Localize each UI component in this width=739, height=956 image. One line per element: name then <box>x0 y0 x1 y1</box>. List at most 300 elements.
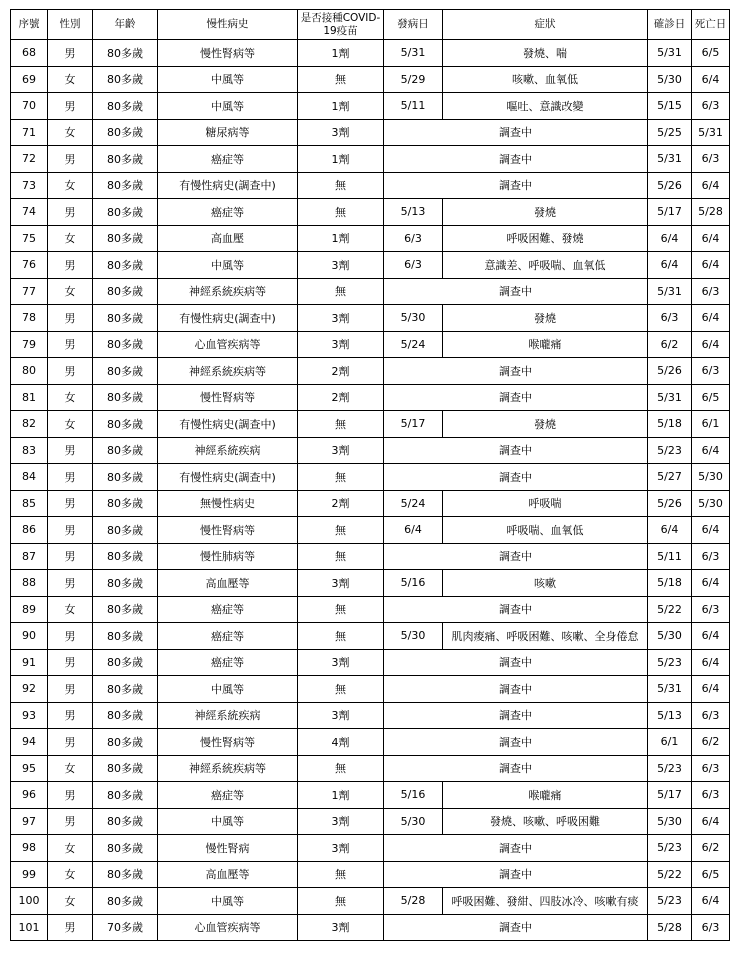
cell-gender: 女 <box>48 888 93 915</box>
cell-confirmed-date: 5/30 <box>648 66 692 93</box>
cell-onset-date: 5/30 <box>384 623 443 650</box>
cell-age: 80多歲 <box>93 40 158 67</box>
cell-vaccination: 無 <box>298 278 384 305</box>
cell-gender: 男 <box>48 649 93 676</box>
cell-death-date: 6/2 <box>692 729 730 756</box>
cell-death-date: 6/4 <box>692 649 730 676</box>
cell-serial: 85 <box>11 490 48 517</box>
cell-chronic-history: 中風等 <box>158 888 298 915</box>
cell-symptoms: 調查中 <box>384 384 648 411</box>
cell-serial: 92 <box>11 676 48 703</box>
cell-chronic-history: 癌症等 <box>158 146 298 173</box>
cell-gender: 男 <box>48 676 93 703</box>
cell-onset-date: 6/3 <box>384 252 443 279</box>
cell-gender: 男 <box>48 252 93 279</box>
cell-death-date: 6/4 <box>692 437 730 464</box>
cell-chronic-history: 中風等 <box>158 66 298 93</box>
cell-confirmed-date: 5/25 <box>648 119 692 146</box>
cell-age: 80多歲 <box>93 861 158 888</box>
cell-chronic-history: 中風等 <box>158 676 298 703</box>
cell-vaccination: 無 <box>298 199 384 226</box>
cell-death-date: 6/3 <box>692 358 730 385</box>
cell-death-date: 6/3 <box>692 596 730 623</box>
cell-confirmed-date: 5/17 <box>648 782 692 809</box>
table-row <box>11 835 730 862</box>
cell-confirmed-date: 6/3 <box>648 305 692 332</box>
cell-death-date: 6/4 <box>692 172 730 199</box>
cell-symptoms: 調查中 <box>384 676 648 703</box>
cell-death-date: 6/5 <box>692 384 730 411</box>
cell-age: 80多歲 <box>93 278 158 305</box>
cell-confirmed-date: 6/1 <box>648 729 692 756</box>
cell-confirmed-date: 5/26 <box>648 358 692 385</box>
cell-symptoms: 嘔吐、意識改變 <box>443 93 648 120</box>
cell-vaccination: 3劑 <box>298 437 384 464</box>
table-row <box>11 755 730 782</box>
table-row <box>11 411 730 438</box>
cell-serial: 78 <box>11 305 48 332</box>
cell-symptoms: 調查中 <box>384 861 648 888</box>
cell-confirmed-date: 5/27 <box>648 464 692 491</box>
table-row <box>11 464 730 491</box>
cell-chronic-history: 慢性肺病等 <box>158 543 298 570</box>
cell-gender: 男 <box>48 570 93 597</box>
cell-symptoms: 調查中 <box>384 596 648 623</box>
cell-death-date: 6/3 <box>692 782 730 809</box>
cell-age: 80多歲 <box>93 596 158 623</box>
cell-confirmed-date: 5/30 <box>648 623 692 650</box>
cell-age: 80多歲 <box>93 570 158 597</box>
cell-gender: 男 <box>48 490 93 517</box>
cell-serial: 69 <box>11 66 48 93</box>
cell-gender: 女 <box>48 225 93 252</box>
cell-symptoms: 調查中 <box>384 119 648 146</box>
cell-serial: 99 <box>11 861 48 888</box>
cell-confirmed-date: 5/31 <box>648 40 692 67</box>
cell-death-date: 6/2 <box>692 835 730 862</box>
cell-age: 80多歲 <box>93 835 158 862</box>
cell-confirmed-date: 5/30 <box>648 808 692 835</box>
cell-gender: 男 <box>48 517 93 544</box>
cell-gender: 男 <box>48 331 93 358</box>
cell-onset-date: 5/28 <box>384 888 443 915</box>
cell-vaccination: 3劑 <box>298 835 384 862</box>
cell-age: 80多歲 <box>93 543 158 570</box>
table-body <box>11 40 730 941</box>
cell-age: 80多歲 <box>93 119 158 146</box>
table-row <box>11 66 730 93</box>
cell-serial: 100 <box>11 888 48 915</box>
cell-vaccination: 4劑 <box>298 729 384 756</box>
header-symptoms: 症狀 <box>443 10 648 40</box>
cell-symptoms: 調查中 <box>384 358 648 385</box>
table-row <box>11 570 730 597</box>
cell-chronic-history: 有慢性病史(調查中) <box>158 411 298 438</box>
cell-gender: 女 <box>48 384 93 411</box>
cell-age: 80多歲 <box>93 146 158 173</box>
table-row <box>11 808 730 835</box>
cell-gender: 男 <box>48 702 93 729</box>
cell-serial: 72 <box>11 146 48 173</box>
cell-death-date: 6/3 <box>692 914 730 941</box>
table-row <box>11 93 730 120</box>
cell-serial: 88 <box>11 570 48 597</box>
cell-chronic-history: 有慢性病史(調查中) <box>158 172 298 199</box>
cell-vaccination: 1劑 <box>298 93 384 120</box>
cell-confirmed-date: 6/4 <box>648 517 692 544</box>
cell-age: 80多歲 <box>93 437 158 464</box>
header-serial: 序號 <box>11 10 48 40</box>
death-case-table <box>10 9 730 941</box>
cell-confirmed-date: 5/23 <box>648 888 692 915</box>
cell-serial: 70 <box>11 93 48 120</box>
cell-vaccination: 無 <box>298 596 384 623</box>
cell-death-date: 6/3 <box>692 543 730 570</box>
cell-age: 80多歲 <box>93 623 158 650</box>
cell-chronic-history: 癌症等 <box>158 623 298 650</box>
cell-chronic-history: 心血管疾病等 <box>158 914 298 941</box>
cell-age: 80多歲 <box>93 808 158 835</box>
cell-serial: 80 <box>11 358 48 385</box>
cell-age: 80多歲 <box>93 172 158 199</box>
table-header <box>11 10 730 40</box>
cell-death-date: 6/5 <box>692 861 730 888</box>
cell-confirmed-date: 5/15 <box>648 93 692 120</box>
cell-chronic-history: 心血管疾病等 <box>158 331 298 358</box>
table-row <box>11 782 730 809</box>
cell-gender: 男 <box>48 358 93 385</box>
cell-death-date: 6/3 <box>692 755 730 782</box>
cell-gender: 女 <box>48 66 93 93</box>
cell-symptoms: 調查中 <box>384 278 648 305</box>
table-row <box>11 623 730 650</box>
table-row <box>11 517 730 544</box>
table-row <box>11 384 730 411</box>
cell-serial: 84 <box>11 464 48 491</box>
cell-symptoms: 調查中 <box>384 702 648 729</box>
cell-serial: 86 <box>11 517 48 544</box>
cell-onset-date: 5/16 <box>384 782 443 809</box>
cell-confirmed-date: 6/2 <box>648 331 692 358</box>
cell-onset-date: 6/3 <box>384 225 443 252</box>
cell-chronic-history: 高血壓等 <box>158 861 298 888</box>
cell-symptoms: 調查中 <box>384 835 648 862</box>
cell-gender: 男 <box>48 914 93 941</box>
table-row <box>11 729 730 756</box>
cell-chronic-history: 慢性腎病等 <box>158 517 298 544</box>
cell-vaccination: 3劑 <box>298 702 384 729</box>
cell-serial: 81 <box>11 384 48 411</box>
cell-gender: 男 <box>48 623 93 650</box>
cell-chronic-history: 有慢性病史(調查中) <box>158 464 298 491</box>
cell-vaccination: 無 <box>298 543 384 570</box>
cell-gender: 女 <box>48 411 93 438</box>
cell-chronic-history: 癌症等 <box>158 199 298 226</box>
cell-symptoms: 發燒、咳嗽、呼吸困難 <box>443 808 648 835</box>
cell-symptoms: 調查中 <box>384 437 648 464</box>
cell-confirmed-date: 6/4 <box>648 252 692 279</box>
cell-serial: 87 <box>11 543 48 570</box>
cell-symptoms: 呼吸喘、血氧低 <box>443 517 648 544</box>
cell-gender: 女 <box>48 861 93 888</box>
cell-serial: 89 <box>11 596 48 623</box>
cell-death-date: 6/4 <box>692 517 730 544</box>
cell-chronic-history: 神經系統疾病等 <box>158 278 298 305</box>
table-row <box>11 596 730 623</box>
cell-symptoms: 調查中 <box>384 543 648 570</box>
table-row <box>11 225 730 252</box>
table-row <box>11 252 730 279</box>
cell-confirmed-date: 5/13 <box>648 702 692 729</box>
cell-gender: 男 <box>48 40 93 67</box>
cell-vaccination: 無 <box>298 676 384 703</box>
cell-age: 80多歲 <box>93 331 158 358</box>
header-confirmed-date: 確診日 <box>648 10 692 40</box>
header-gender: 性別 <box>48 10 93 40</box>
cell-chronic-history: 癌症等 <box>158 649 298 676</box>
cell-chronic-history: 中風等 <box>158 252 298 279</box>
cell-vaccination: 2劑 <box>298 384 384 411</box>
cell-serial: 98 <box>11 835 48 862</box>
cell-symptoms: 呼吸困難、發紺、四肢冰冷、咳嗽有痰 <box>443 888 648 915</box>
table-row <box>11 146 730 173</box>
cell-death-date: 5/30 <box>692 464 730 491</box>
cell-vaccination: 1劑 <box>298 782 384 809</box>
cell-serial: 76 <box>11 252 48 279</box>
cell-death-date: 6/4 <box>692 305 730 332</box>
cell-symptoms: 調查中 <box>384 755 648 782</box>
table-row <box>11 40 730 67</box>
cell-symptoms: 調查中 <box>384 464 648 491</box>
cell-confirmed-date: 5/31 <box>648 676 692 703</box>
cell-chronic-history: 中風等 <box>158 93 298 120</box>
cell-gender: 女 <box>48 596 93 623</box>
cell-confirmed-date: 5/26 <box>648 490 692 517</box>
cell-serial: 77 <box>11 278 48 305</box>
table-row <box>11 543 730 570</box>
cell-serial: 74 <box>11 199 48 226</box>
cell-confirmed-date: 5/31 <box>648 146 692 173</box>
cell-chronic-history: 糖尿病等 <box>158 119 298 146</box>
cell-onset-date: 6/4 <box>384 517 443 544</box>
cell-symptoms: 調查中 <box>384 146 648 173</box>
cell-gender: 男 <box>48 199 93 226</box>
cell-death-date: 6/4 <box>692 66 730 93</box>
cell-symptoms: 呼吸困難、發燒 <box>443 225 648 252</box>
cell-chronic-history: 慢性腎病等 <box>158 729 298 756</box>
cell-age: 80多歲 <box>93 66 158 93</box>
cell-chronic-history: 高血壓等 <box>158 570 298 597</box>
table-row <box>11 199 730 226</box>
cell-chronic-history: 神經系統疾病等 <box>158 755 298 782</box>
cell-symptoms: 發燒、喘 <box>443 40 648 67</box>
cell-symptoms: 咳嗽 <box>443 570 648 597</box>
cell-onset-date: 5/30 <box>384 305 443 332</box>
cell-symptoms: 調查中 <box>384 649 648 676</box>
header-death-date: 死亡日 <box>692 10 730 40</box>
cell-chronic-history: 中風等 <box>158 808 298 835</box>
cell-death-date: 6/3 <box>692 278 730 305</box>
cell-vaccination: 無 <box>298 888 384 915</box>
cell-confirmed-date: 5/22 <box>648 861 692 888</box>
header-onset-date: 發病日 <box>384 10 443 40</box>
cell-vaccination: 2劑 <box>298 490 384 517</box>
cell-age: 80多歲 <box>93 490 158 517</box>
cell-gender: 男 <box>48 305 93 332</box>
cell-vaccination: 無 <box>298 861 384 888</box>
cell-age: 80多歲 <box>93 225 158 252</box>
cell-vaccination: 無 <box>298 464 384 491</box>
cell-vaccination: 無 <box>298 623 384 650</box>
cell-onset-date: 5/24 <box>384 490 443 517</box>
cell-vaccination: 無 <box>298 411 384 438</box>
table-row <box>11 278 730 305</box>
cell-chronic-history: 無慢性病史 <box>158 490 298 517</box>
cell-onset-date: 5/31 <box>384 40 443 67</box>
cell-chronic-history: 有慢性病史(調查中) <box>158 305 298 332</box>
cell-vaccination: 3劑 <box>298 914 384 941</box>
cell-vaccination: 1劑 <box>298 40 384 67</box>
cell-confirmed-date: 5/22 <box>648 596 692 623</box>
cell-age: 80多歲 <box>93 464 158 491</box>
cell-death-date: 6/3 <box>692 146 730 173</box>
cell-gender: 女 <box>48 835 93 862</box>
cell-serial: 83 <box>11 437 48 464</box>
cell-serial: 95 <box>11 755 48 782</box>
cell-age: 80多歲 <box>93 411 158 438</box>
cell-onset-date: 5/30 <box>384 808 443 835</box>
cell-confirmed-date: 5/11 <box>648 543 692 570</box>
cell-gender: 男 <box>48 808 93 835</box>
cell-symptoms: 喉嚨痛 <box>443 331 648 358</box>
cell-death-date: 6/4 <box>692 676 730 703</box>
cell-gender: 男 <box>48 93 93 120</box>
cell-death-date: 5/30 <box>692 490 730 517</box>
cell-death-date: 6/4 <box>692 225 730 252</box>
cell-serial: 82 <box>11 411 48 438</box>
cell-gender: 女 <box>48 755 93 782</box>
cell-death-date: 6/3 <box>692 93 730 120</box>
cell-gender: 男 <box>48 729 93 756</box>
cell-age: 80多歲 <box>93 782 158 809</box>
header-row <box>11 10 730 40</box>
cell-serial: 93 <box>11 702 48 729</box>
table-row <box>11 172 730 199</box>
cell-death-date: 6/4 <box>692 808 730 835</box>
cell-onset-date: 5/16 <box>384 570 443 597</box>
cell-age: 80多歲 <box>93 676 158 703</box>
cell-symptoms: 喉嚨痛 <box>443 782 648 809</box>
cell-gender: 女 <box>48 119 93 146</box>
cell-vaccination: 1劑 <box>298 225 384 252</box>
cell-vaccination: 無 <box>298 172 384 199</box>
cell-symptoms: 意識差、呼吸喘、血氧低 <box>443 252 648 279</box>
cell-gender: 女 <box>48 172 93 199</box>
cell-confirmed-date: 5/31 <box>648 278 692 305</box>
cell-death-date: 6/3 <box>692 702 730 729</box>
cell-death-date: 6/5 <box>692 40 730 67</box>
cell-confirmed-date: 5/18 <box>648 411 692 438</box>
cell-gender: 男 <box>48 437 93 464</box>
cell-vaccination: 無 <box>298 66 384 93</box>
cell-age: 80多歲 <box>93 199 158 226</box>
cell-onset-date: 5/11 <box>384 93 443 120</box>
cell-confirmed-date: 6/4 <box>648 225 692 252</box>
cell-chronic-history: 神經系統疾病 <box>158 702 298 729</box>
cell-death-date: 6/4 <box>692 623 730 650</box>
cell-confirmed-date: 5/23 <box>648 649 692 676</box>
header-vaccination: 是否接種COVID-19疫苗 <box>298 10 384 40</box>
cell-death-date: 5/28 <box>692 199 730 226</box>
cell-vaccination: 2劑 <box>298 358 384 385</box>
table-row <box>11 331 730 358</box>
cell-confirmed-date: 5/23 <box>648 437 692 464</box>
table-row <box>11 676 730 703</box>
cell-age: 80多歲 <box>93 755 158 782</box>
cell-age: 80多歲 <box>93 93 158 120</box>
cell-serial: 96 <box>11 782 48 809</box>
cell-age: 80多歲 <box>93 252 158 279</box>
header-age: 年齡 <box>93 10 158 40</box>
table-row <box>11 914 730 941</box>
cell-serial: 91 <box>11 649 48 676</box>
cell-chronic-history: 神經系統疾病 <box>158 437 298 464</box>
cell-age: 80多歲 <box>93 729 158 756</box>
cell-death-date: 5/31 <box>692 119 730 146</box>
cell-onset-date: 5/13 <box>384 199 443 226</box>
cell-serial: 73 <box>11 172 48 199</box>
cell-death-date: 6/1 <box>692 411 730 438</box>
cell-serial: 75 <box>11 225 48 252</box>
cell-vaccination: 3劑 <box>298 305 384 332</box>
cell-serial: 71 <box>11 119 48 146</box>
cell-death-date: 6/4 <box>692 252 730 279</box>
header-chronic-history: 慢性病史 <box>158 10 298 40</box>
cell-confirmed-date: 5/23 <box>648 835 692 862</box>
cell-serial: 101 <box>11 914 48 941</box>
cell-confirmed-date: 5/26 <box>648 172 692 199</box>
table-row <box>11 358 730 385</box>
cell-gender: 男 <box>48 146 93 173</box>
cell-serial: 68 <box>11 40 48 67</box>
cell-vaccination: 3劑 <box>298 808 384 835</box>
cell-death-date: 6/4 <box>692 888 730 915</box>
cell-age: 80多歲 <box>93 888 158 915</box>
cell-chronic-history: 癌症等 <box>158 596 298 623</box>
cell-confirmed-date: 5/28 <box>648 914 692 941</box>
cell-vaccination: 3劑 <box>298 570 384 597</box>
cell-chronic-history: 癌症等 <box>158 782 298 809</box>
cell-vaccination: 1劑 <box>298 146 384 173</box>
cell-confirmed-date: 5/18 <box>648 570 692 597</box>
cell-chronic-history: 高血壓 <box>158 225 298 252</box>
cell-symptoms: 調查中 <box>384 914 648 941</box>
table-row <box>11 119 730 146</box>
cell-age: 80多歲 <box>93 384 158 411</box>
table-row <box>11 861 730 888</box>
cell-symptoms: 發燒 <box>443 199 648 226</box>
cell-symptoms: 肌肉痠痛、呼吸困難、咳嗽、全身倦怠 <box>443 623 648 650</box>
table-row <box>11 305 730 332</box>
cell-age: 80多歲 <box>93 649 158 676</box>
cell-gender: 男 <box>48 782 93 809</box>
cell-vaccination: 無 <box>298 517 384 544</box>
cell-serial: 97 <box>11 808 48 835</box>
cell-symptoms: 發燒 <box>443 305 648 332</box>
cell-vaccination: 3劑 <box>298 119 384 146</box>
cell-age: 80多歲 <box>93 358 158 385</box>
table-row <box>11 702 730 729</box>
